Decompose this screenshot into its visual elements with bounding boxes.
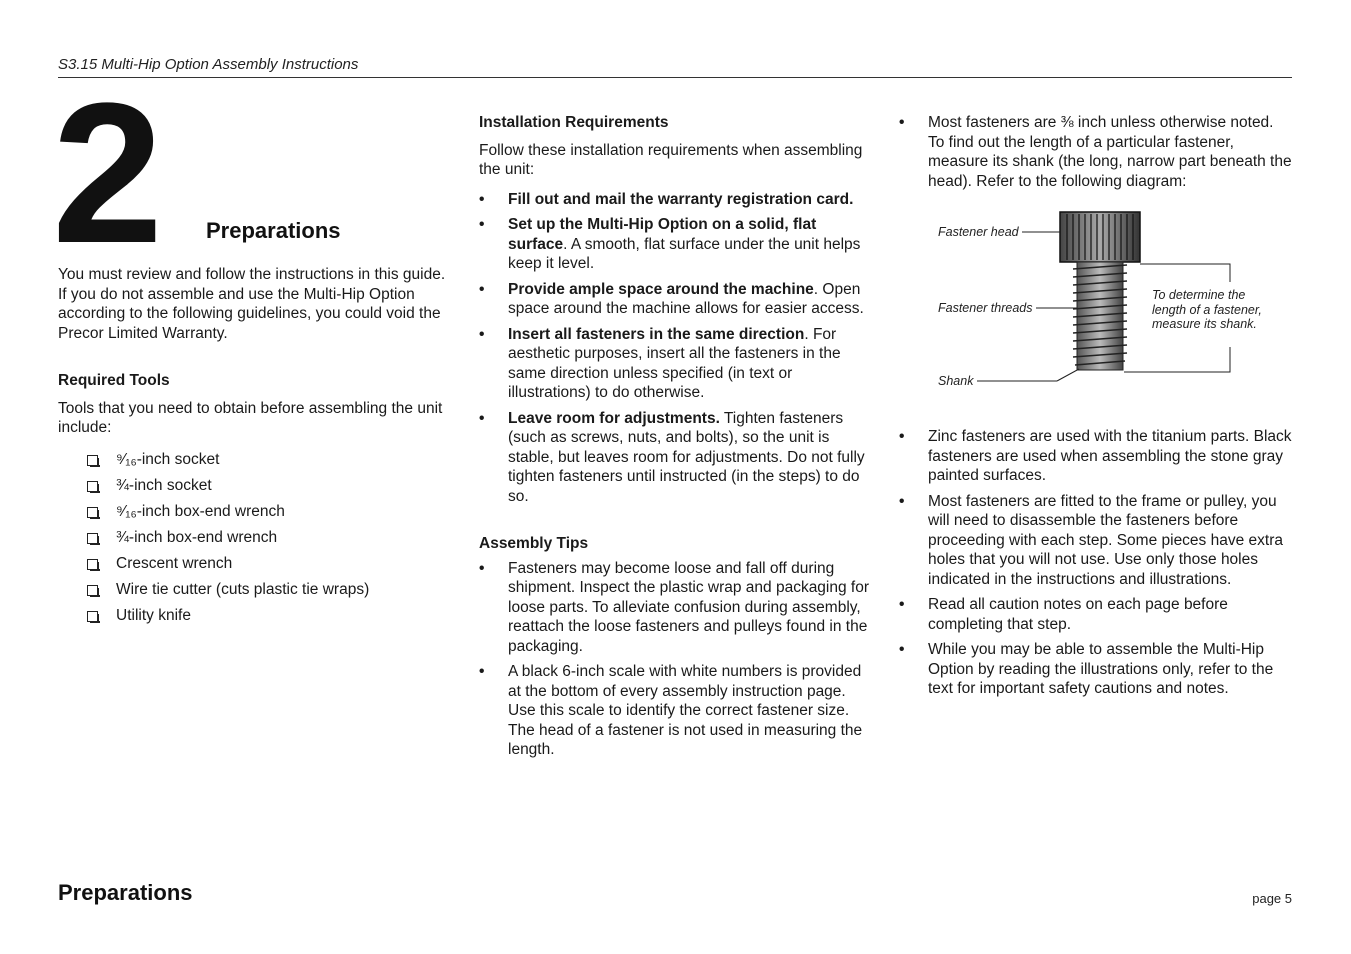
shank-note-line-2: length of a fastener,	[1152, 303, 1262, 317]
list-item: • Most fasteners are ⅜ inch unless otherwise noted. To find out the length of a particular fastener, measure its shank (the long, narrow part beneath the head). Refer to the following diagram:	[899, 114, 1292, 190]
list-item: • Leave room for adjustments. Tighten fasteners (such as screws, nuts, and bolts), so the unit is stable, but leaves room for adjustments. Do not fully tighten fasteners until instructed (in the steps) to do so.	[479, 409, 865, 505]
chapter-number: 2	[52, 62, 158, 285]
label-fastener-head: Fastener head	[938, 225, 1019, 239]
checklist-item: ⁹⁄₁₆-inch box-end wrench	[87, 502, 450, 522]
fastener-head-shape	[1060, 212, 1140, 262]
list-item: • Set up the Multi-Hip Option on a solid, flat surface. A smooth, flat surface under the unit helps keep it level.	[479, 216, 861, 272]
fastener-illustration	[897, 207, 1290, 407]
running-header: S3.15 Multi-Hip Option Assembly Instructions	[58, 56, 359, 73]
list-item: • Fasteners may become loose and fall off during shipment. Inspect the plastic wrap and packaging for loose parts. To alleviate confusion during assembly, reattach the loose fasteners and pulleys found in the packaging.	[479, 559, 870, 655]
checkbox-icon	[87, 481, 98, 492]
installation-heading: Installation Requirements	[479, 114, 669, 131]
shank-note-line-1: To determine the	[1152, 288, 1246, 302]
checklist-item: Crescent wrench	[87, 554, 450, 574]
list-item: • Read all caution notes on each page before completing that step.	[899, 596, 1228, 633]
list-item: • While you may be able to assemble the Multi-Hip Option by reading the illustrations only, refer to the text for important safety cautions and notes.	[899, 641, 1274, 697]
column-right	[899, 113, 1292, 705]
label-shank: Shank	[938, 374, 974, 388]
chapter-title: Preparations	[206, 218, 341, 243]
installation-list	[479, 190, 871, 507]
assembly-tips-heading: Assembly Tips	[479, 535, 589, 552]
required-tools-lead: Tools that you need to obtain before assembling the unit include:	[58, 399, 443, 436]
checklist-item: Utility knife	[87, 606, 450, 626]
page-number: page 5	[1252, 891, 1292, 906]
list-item: • Insert all fasteners in the same direction. For aesthetic purposes, insert all the fasteners in the same direction unless specified (in text or illustrations) to do otherwise.	[479, 325, 841, 401]
checkbox-icon	[87, 611, 98, 622]
fastener-list-top	[899, 113, 1292, 191]
column-left	[58, 265, 450, 632]
checklist-item: ⁹⁄₁₆-inch socket	[87, 450, 450, 470]
required-tools-heading: Required Tools	[58, 372, 170, 389]
column-middle	[479, 113, 871, 766]
fastener-list-bottom	[899, 427, 1292, 699]
list-item: • A black 6-inch scale with white numbers is provided at the bottom of every assembly instruction page. Use this scale to identify the correct fastener size. The head of a fastener is not used in measuring the length.	[479, 663, 863, 758]
checklist-item: Wire tie cutter (cuts plastic tie wraps)	[87, 580, 450, 600]
assembly-tips-list	[479, 559, 871, 760]
fastener-diagram	[897, 207, 1290, 407]
footer-section-title: Preparations	[58, 880, 193, 905]
list-item: • Fill out and mail the warranty registration card.	[479, 190, 854, 208]
header-rule	[58, 77, 1292, 78]
checklist-item: ¾-inch socket	[87, 476, 450, 496]
list-item: • Provide ample space around the machine. Open space around the machine allows for easier access.	[479, 280, 864, 317]
checkbox-icon	[87, 507, 98, 518]
checkbox-icon	[87, 559, 98, 570]
label-fastener-threads: Fastener threads	[938, 301, 1033, 315]
checkbox-icon	[87, 455, 98, 466]
intro-paragraph: You must review and follow the instructions in this guide. If you do not assemble and use the Multi-Hip Option according to the following guidelines, you could void the Precor Limited Warranty.	[58, 266, 446, 342]
list-item: • Most fasteners are fitted to the frame or pulley, you will need to disassemble the fasteners before proceeding with each step. Some pieces have extra holes that you will not use. Use only those holes indicated in the instructions and illustrations.	[899, 492, 1283, 588]
installation-lead: Follow these installation requirements when assembling the unit:	[479, 141, 863, 178]
checkbox-icon	[87, 585, 98, 596]
checkbox-icon	[87, 533, 98, 544]
list-item: • Zinc fasteners are used with the titanium parts. Black fasteners are used when assembling the stone gray painted surfaces.	[899, 428, 1292, 484]
shank-note-line-3: measure its shank.	[1152, 317, 1257, 331]
tools-checklist	[87, 450, 450, 626]
checklist-item: ¾-inch box-end wrench	[87, 528, 450, 548]
